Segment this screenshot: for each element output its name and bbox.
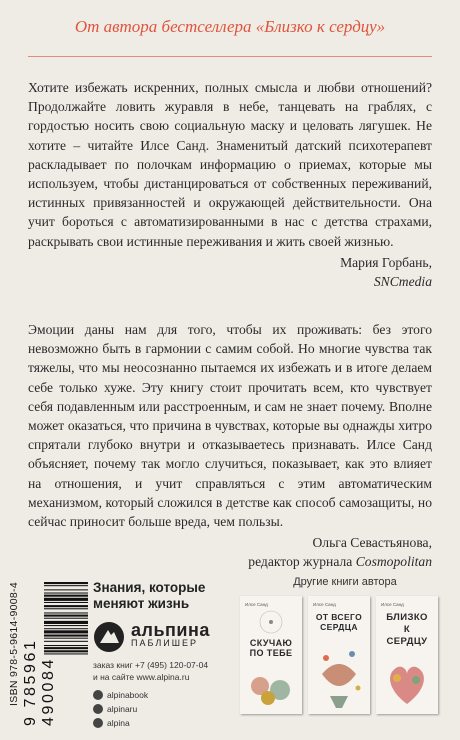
author-bestseller-banner: От автора бестселлера «Близко к сердцу» bbox=[74, 17, 386, 36]
other-books-title: Другие книги автора bbox=[293, 576, 397, 588]
social-handle-2: alpinaru bbox=[107, 704, 138, 714]
publisher-site: и на сайте www.alpina.ru bbox=[93, 672, 190, 682]
barcode-bar bbox=[44, 585, 88, 586]
barcode-bar bbox=[44, 595, 88, 597]
barcode-bar bbox=[44, 608, 88, 609]
book-cover-1-title: СКУЧАЮ ПО ТЕБЕ bbox=[249, 638, 293, 658]
social-handle-3: alpina bbox=[107, 718, 130, 728]
review-1-signature bbox=[28, 253, 432, 291]
barcode-bar bbox=[44, 582, 88, 584]
barcode-bar bbox=[44, 653, 88, 654]
book-cover-2 bbox=[308, 596, 370, 714]
barcode-bar bbox=[44, 598, 88, 601]
floral-heart-illustration-icon bbox=[380, 654, 434, 710]
butterflies-illustration-icon bbox=[312, 644, 366, 710]
vk-icon bbox=[93, 690, 103, 700]
publisher-name-main: альпина bbox=[131, 620, 210, 640]
social-item-3 bbox=[93, 716, 243, 730]
barcode-image bbox=[44, 582, 88, 722]
barcode-number: 9 785961 490084 bbox=[22, 638, 57, 726]
odnoklassniki-icon bbox=[93, 718, 103, 728]
review-2-author: Ольга Севастьянова, bbox=[312, 535, 432, 551]
barcode-bar bbox=[44, 641, 88, 642]
barcode-bar bbox=[44, 628, 88, 629]
alpina-logo-icon bbox=[93, 621, 125, 653]
book-cover-1-author: Илсе Санд bbox=[245, 602, 268, 607]
review-2-signature bbox=[28, 533, 432, 571]
book-cover-2-author: Илсе Санд bbox=[313, 602, 336, 607]
publisher-block bbox=[93, 580, 243, 730]
telegram-icon bbox=[93, 704, 103, 714]
book-cover-2-title: ОТ ВСЕГО СЕРДЦА bbox=[315, 612, 363, 632]
review-1-source: SNCmedia bbox=[373, 274, 432, 290]
book-covers bbox=[240, 596, 456, 714]
barcode-bar bbox=[44, 602, 88, 603]
review-1 bbox=[28, 78, 432, 291]
book-cover-3-title: БЛИЗКО К СЕРДЦУ bbox=[386, 612, 428, 647]
barcode-bar bbox=[44, 612, 88, 613]
order-phone: заказ книг +7 (495) 120-07-04 bbox=[93, 660, 209, 670]
barcode-bar bbox=[44, 638, 88, 639]
social-handle-1: alpinabook bbox=[107, 690, 149, 700]
review-1-text: Хотите избежать искренних, полных смысла и любви отношений? Продолжайте ловить журавля в небе, танцевать на граблях, с гордостью носить свою социальную маску и целовать лягушек. Не хотите – читайте Илсе Санд. Знаменитый датский психотерапевт раскладывает по полочкам информацию о приемах, которые мы используем, чтобы дистанцироваться от собственных переживаний, истинных привязанностей и окружающей действительности. Она учит бороться с автоматизированными в нас с детства страхами, раскрывать свои истинные переживания и жить своей жизнью. bbox=[28, 80, 432, 249]
review-2-role: редактор журнала bbox=[248, 554, 353, 570]
book-cover-1 bbox=[240, 596, 302, 714]
barcode-bar bbox=[44, 593, 88, 594]
barcode-bar bbox=[44, 615, 88, 617]
publisher-logo bbox=[93, 621, 243, 653]
social-item-2 bbox=[93, 702, 243, 716]
barcode-bar bbox=[44, 625, 88, 626]
barcode-bar bbox=[44, 618, 88, 619]
publisher-name bbox=[131, 620, 210, 650]
review-2 bbox=[28, 320, 432, 572]
barcode-bar bbox=[44, 621, 88, 624]
publisher-slogan: Знания, которые меняют жизнь bbox=[93, 580, 206, 611]
barcode-bar bbox=[44, 630, 88, 633]
book-cover-3-author: Илсе Санд bbox=[381, 602, 404, 607]
dandelion-icon bbox=[246, 608, 296, 636]
book-cover-3 bbox=[376, 596, 438, 714]
barcode-bar bbox=[44, 647, 88, 649]
barcode-bar bbox=[44, 635, 88, 637]
social-item-1 bbox=[93, 688, 243, 702]
review-2-text: Эмоции даны нам для того, чтобы их проживать: без этого невозможно быть в гармонии с самим собой. Но многие чувства так тяжелы, что мы неосознанно пытаемся их избежать и в итоге делаем себе только хуже. Эту книгу стоит прочитать всем, кто чувствует себя подавленным или расстроенным, и сам не знает почему. Вполне может оказаться, что причина в чувствах, которые вы однажды хитро спрятали глубоко внутри и отказываетесь признавать. Илсе Санд объясняет, почему так могло случиться, показывает, как это влияет на отношения, и учит справляться с этим автоматическим механизмом, который сложился в детстве как способ самозащиты, но сейчас приносит больше вреда, чем пользы. bbox=[28, 322, 432, 530]
other-books-block bbox=[246, 576, 456, 714]
barcode-bar bbox=[44, 605, 88, 607]
review-1-author: Мария Горбань, bbox=[340, 254, 432, 270]
isbn-label: ISBN 978-5-9614-9008-4 bbox=[8, 582, 20, 706]
social-links bbox=[93, 688, 243, 730]
barcode-bar bbox=[44, 589, 88, 590]
review-2-role-line bbox=[28, 552, 432, 571]
header-divider bbox=[28, 56, 432, 57]
review-2-source: Cosmopolitan bbox=[355, 554, 432, 570]
barcode-bar bbox=[44, 650, 88, 652]
isbn-block bbox=[2, 578, 90, 726]
publisher-name-sub: ПАБЛИШЕР bbox=[131, 638, 199, 648]
publisher-contacts bbox=[93, 659, 243, 683]
barcode-bar bbox=[44, 645, 88, 646]
hands-illustration-icon bbox=[246, 668, 296, 708]
